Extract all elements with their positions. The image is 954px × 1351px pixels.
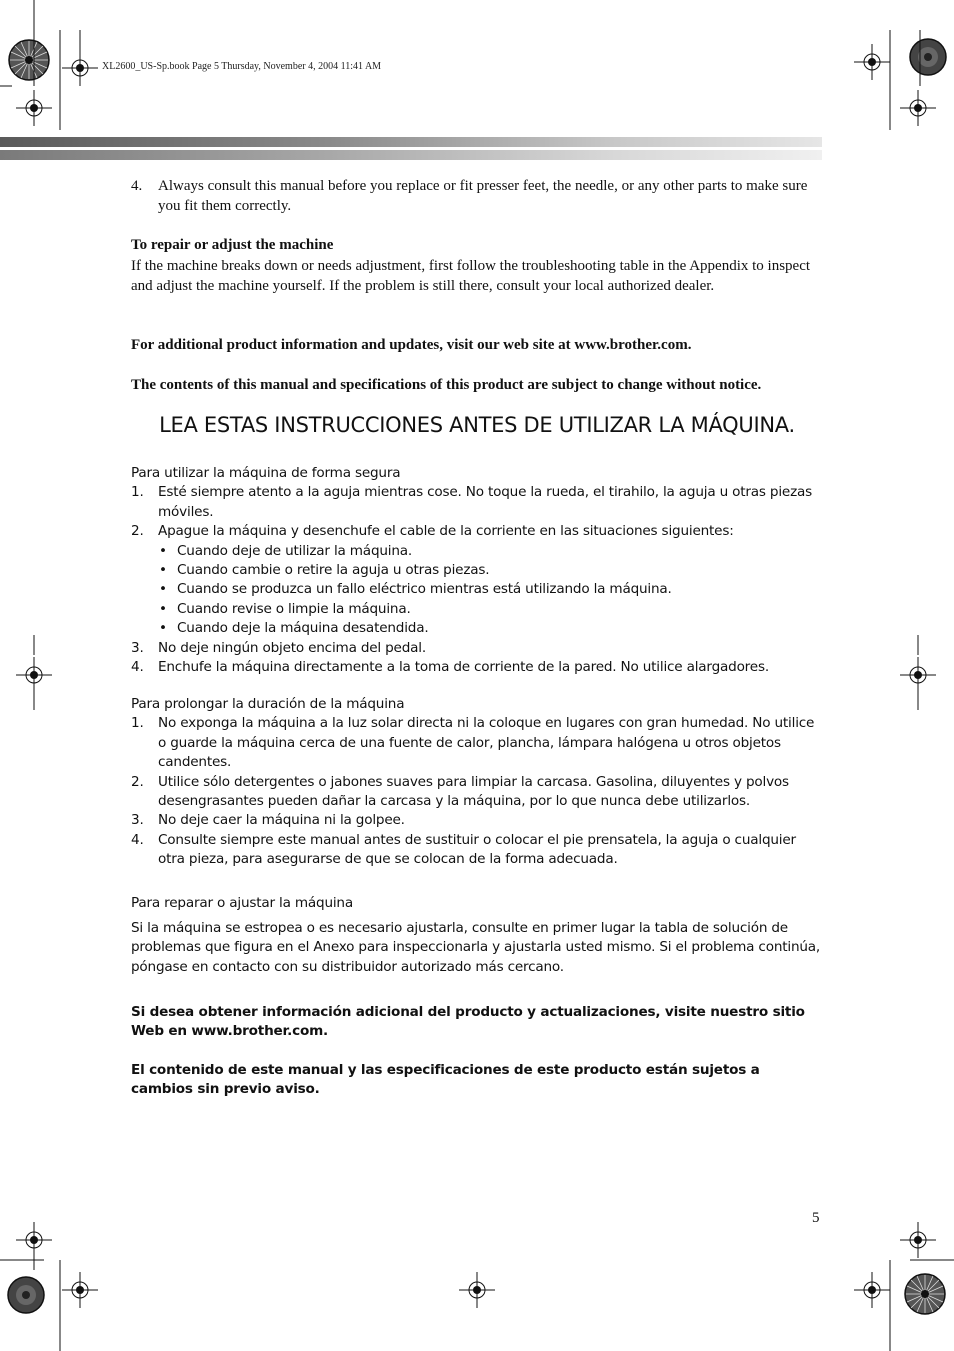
english-web-note: For additional product information and updates, visit our web site at www.brother.com.: [131, 337, 692, 353]
bullet-dot: •: [159, 581, 167, 598]
list-item: [131, 639, 825, 658]
item-number: 1.: [131, 484, 144, 501]
item-number: 3.: [131, 812, 144, 829]
bullet-text: Cuando deje de utilizar la máquina.: [177, 542, 413, 559]
spanish-repair-heading: Para reparar o ajustar la máquina: [131, 895, 353, 911]
item-number: 2.: [131, 773, 144, 790]
spanish-web-note: Si desea obtener información adicional del producto y actualizaciones, visite nuestro sitio Web en www.brother.com.: [131, 1004, 805, 1040]
crosshair-icon: [854, 44, 890, 80]
english-item-4: [131, 177, 825, 216]
item-number: 4.: [131, 659, 144, 676]
item-text: No deje caer la máquina ni la golpee.: [158, 812, 405, 829]
crosshair-icon: [854, 1272, 890, 1308]
crosshair-icon: [900, 90, 936, 126]
bullet-item: [131, 580, 825, 599]
bullet-text: Cuando se produzca un fallo eléctrico mientras está utilizando la máquina.: [177, 581, 672, 598]
bullet-dot: •: [159, 542, 167, 559]
item-text: Esté siempre atento a la aguja mientras cose. No toque la rueda, el tirahilo, la aguja u otras piezas móviles.: [158, 484, 813, 520]
registration-wheel-icon: [906, 35, 950, 79]
bullet-text: Cuando cambie o retire la aguja u otras piezas.: [177, 562, 490, 579]
page-number: 5: [812, 1210, 820, 1226]
item-number: 4.: [131, 178, 143, 194]
english-repair-text: If the machine breaks down or needs adjustment, first follow the troubleshooting table in the Appendix to inspect and adjust the machine yourself. If the problem is still there, consult your local authorized dealer.: [131, 258, 811, 294]
list-item: [131, 483, 825, 522]
list-item: [131, 811, 825, 830]
bullet-item: [131, 561, 825, 580]
item-number: 3.: [131, 639, 144, 656]
list-item: [131, 831, 825, 870]
crosshair-icon: [16, 1222, 52, 1258]
crosshair-icon: [459, 1272, 495, 1308]
item-number: 2.: [131, 523, 144, 540]
english-repair-heading: To repair or adjust the machine: [131, 237, 334, 253]
crosshair-icon: [900, 657, 936, 693]
book-info-header: XL2600_US-Sp.book Page 5 Thursday, November 4, 2004 11:41 AM: [102, 61, 382, 72]
crosshair-icon: [62, 1272, 98, 1308]
spanish-title: LEA ESTAS INSTRUCCIONES ANTES DE UTILIZAR LA MÁQUINA.: [159, 413, 795, 437]
bullet-dot: •: [159, 562, 167, 579]
bullet-text: Cuando deje la máquina desatendida.: [177, 620, 429, 637]
list-item: [131, 522, 825, 541]
registration-wheel-icon: [4, 1273, 48, 1317]
bullet-item: [131, 542, 825, 561]
safe-heading: Para utilizar la máquina de forma segura: [131, 465, 401, 481]
crosshair-icon: [16, 657, 52, 693]
spanish-change-note: El contenido de este manual y las especificaciones de este producto están sujetos a cambios sin previo aviso.: [131, 1062, 760, 1098]
registration-wheel-icon: [900, 1269, 950, 1319]
item-text: Always consult this manual before you replace or fit presser feet, the needle, or any other parts to make sure you fit them correctly.: [158, 178, 808, 214]
crosshair-icon: [900, 1222, 936, 1258]
bullet-item: [131, 600, 825, 619]
item-text: Utilice sólo detergentes o jabones suaves para limpiar la carcasa. Gasolina, diluyentes y polvos desengrasantes pueden dañar la carcasa y la máquina, por lo que nunca debe utilizarlos.: [158, 773, 789, 810]
crosshair-icon: [62, 50, 98, 86]
item-text: Apague la máquina y desenchufe el cable de la corriente en las situaciones siguientes:: [158, 523, 734, 540]
english-change-note: The contents of this manual and specifications of this product are subject to change without notice.: [131, 377, 762, 393]
list-item: [131, 714, 825, 772]
spanish-safe-section: [131, 464, 825, 677]
bullet-text: Cuando revise o limpie la máquina.: [177, 600, 411, 617]
list-item: [131, 658, 825, 677]
bullet-dot: •: [159, 600, 167, 617]
bullet-dot: •: [159, 620, 167, 637]
spanish-life-section: [131, 695, 825, 870]
item-number: 1.: [131, 715, 144, 732]
item-text: No exponga la máquina a la luz solar directa ni la coloque en lugares con gran humedad. No utilice o guarde la máquina cerca de una fuente de calor, plancha, lámpara halógena u otros objetos candentes.: [158, 715, 815, 771]
header-band-top: [0, 137, 822, 147]
list-item: [131, 773, 825, 812]
item-text: Enchufe la máquina directamente a la toma de corriente de la pared. No utilice alargadores.: [158, 659, 769, 676]
item-number: 4.: [131, 831, 144, 848]
life-heading: Para prolongar la duración de la máquina: [131, 696, 405, 712]
crosshair-icon: [16, 90, 52, 126]
bullet-item: [131, 619, 825, 638]
item-text: Consulte siempre este manual antes de sustituir o colocar el pie prensatela, la aguja o cualquier otra pieza, para asegurarse de que se colocan de la forma adecuada.: [158, 831, 796, 868]
spanish-repair-text: Si la máquina se estropea o es necesario ajustarla, consulte en primer lugar la tabla de solución de problemas que figura en el Anexo para inspeccionarla y ajustarla usted mismo. Si el problema continúa, póngase en contacto con su distribuidor autorizado más cercano.: [131, 920, 821, 975]
header-band-bottom: [0, 150, 822, 160]
registration-wheel-icon: [4, 35, 54, 85]
item-text: No deje ningún objeto encima del pedal.: [158, 639, 426, 656]
